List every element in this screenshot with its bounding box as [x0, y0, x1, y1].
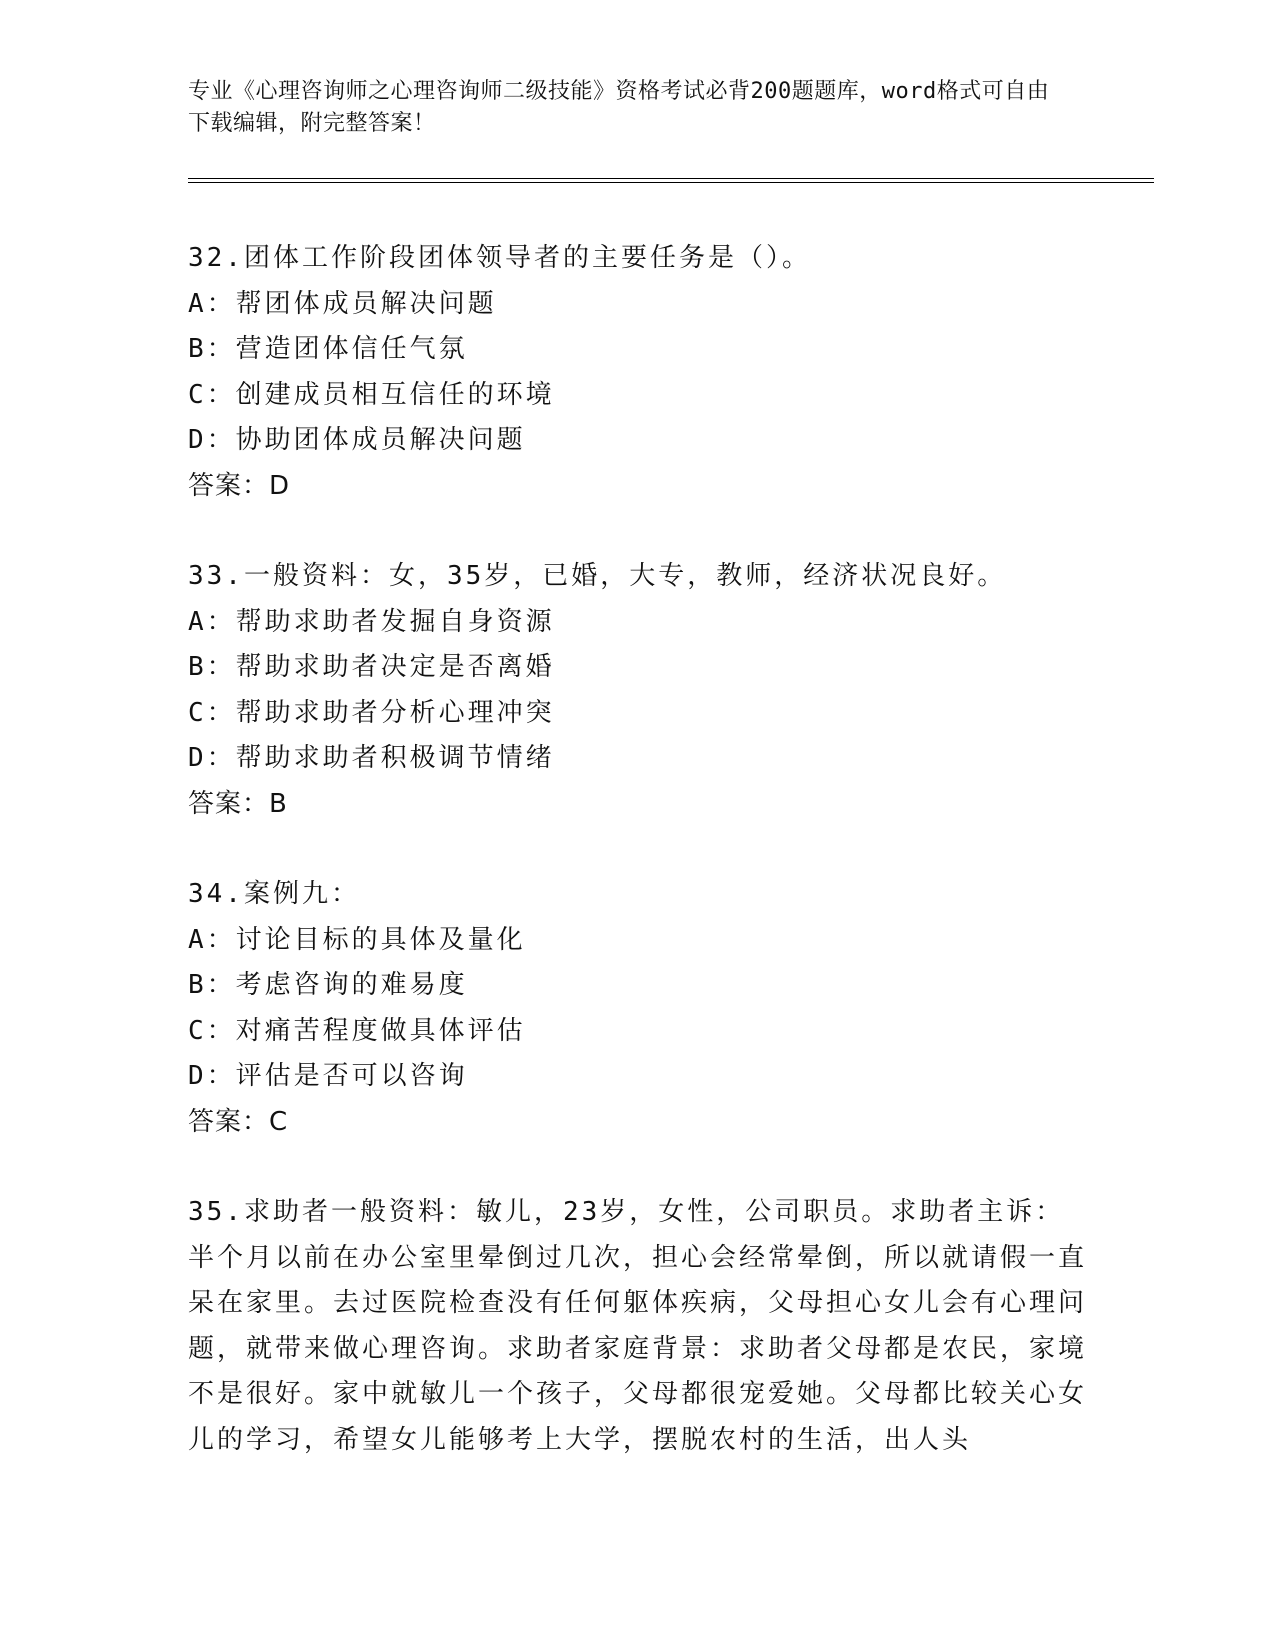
- option-a: A：帮团体成员解决问题: [188, 288, 497, 319]
- header-divider: [188, 178, 1154, 183]
- question-33: [188, 554, 1088, 827]
- option-c: C：对痛苦程度做具体评估: [188, 1015, 526, 1046]
- option-b: B：帮助求助者决定是否离婚: [188, 652, 555, 682]
- question-list: [188, 236, 1088, 1508]
- option-b: B：营造团体信任气氛: [188, 334, 468, 364]
- option-d: D：协助团体成员解决问题: [188, 425, 526, 455]
- option-c: C：创建成员相互信任的环境: [188, 379, 555, 410]
- option-b: B：考虑咨询的难易度: [188, 970, 468, 1000]
- answer-label: 答案：D: [188, 470, 291, 501]
- option-a: A：讨论目标的具体及量化: [188, 924, 526, 955]
- document-header: 专业《心理咨询师之心理咨询师二级技能》资格考试必背200题题库，word格式可自由下载编辑，附完整答案！: [188, 79, 1050, 136]
- answer-label: 答案：B: [188, 788, 288, 819]
- option-d: D：评估是否可以咨询: [188, 1061, 468, 1091]
- question-35: [188, 1190, 1088, 1463]
- question-stem: 34.案例九：: [188, 879, 360, 909]
- option-c: C：帮助求助者分析心理冲突: [188, 697, 555, 728]
- answer-label: 答案：C: [188, 1106, 289, 1137]
- question-stem: 32.团体工作阶段团体领导者的主要任务是（）。: [188, 243, 811, 273]
- question-stem: 35.求助者一般资料：敏儿，23岁，女性，公司职员。求助者主诉：半个月以前在办公室里晕倒过几次，担心会经常晕倒，所以就请假一直呆在家里。去过医院检查没有任何躯体疾病，父母担心女儿会有心理问题，就带来做心理咨询。求助者家庭背景：求助者父母都是农民，家境不是很好。家中就敏儿一个孩子，父母都很宠爱她。父母都比较关心女儿的学习，希望女儿能够考上大学，摆脱农村的生活，出人头: [188, 1197, 1088, 1455]
- question-stem: 33.一般资料：女，35岁，已婚，大专，教师，经济状况良好。: [188, 561, 1007, 591]
- question-34: [188, 872, 1088, 1145]
- question-32: [188, 236, 1088, 509]
- option-d: D：帮助求助者积极调节情绪: [188, 743, 555, 773]
- option-a: A：帮助求助者发掘自身资源: [188, 606, 555, 637]
